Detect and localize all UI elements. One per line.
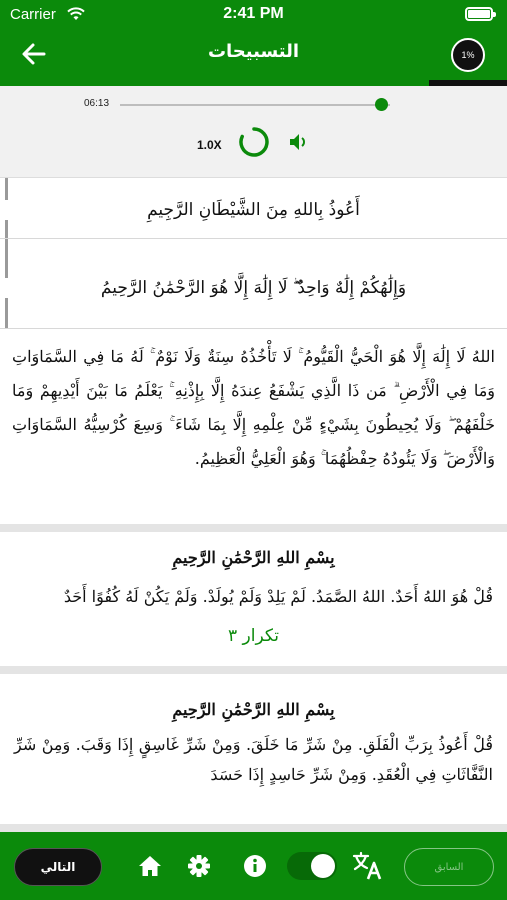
dark-mode-toggle[interactable] <box>287 852 337 880</box>
bottom-toolbar <box>0 832 507 900</box>
seek-track[interactable] <box>120 104 390 106</box>
volume-icon[interactable] <box>288 132 310 152</box>
top-bar <box>0 0 507 86</box>
current-time: 06:13 <box>84 98 110 109</box>
toggle-knob <box>311 854 335 878</box>
translate-icon[interactable] <box>352 851 384 881</box>
back-arrow-icon[interactable] <box>20 40 48 68</box>
section-divider <box>0 824 507 832</box>
previous-button[interactable]: السابق <box>404 848 494 886</box>
info-icon[interactable] <box>241 852 269 880</box>
istiadha-text: أَعُوذُ بِاللهِ مِنَ الشَّيْطَانِ الرَّجِيمِ <box>0 200 507 220</box>
carrier-label: Carrier <box>10 6 56 23</box>
falaq-text: قُلْ أَعُوذُ بِرَبِّ الْفَلَقِ. مِنْ شَرِّ مَا خَلَقَ. وَمِنْ شَرِّ غَاسِقٍ إِذَا وَقَبَ. وَمِنْ شَرِّ النَّفَّاثَاتِ فِي الْعُقَدِ. وَمِنْ شَرِّ حَاسِدٍ إِذَا حَسَدَ <box>0 730 507 790</box>
progress-indicator: 1% <box>451 38 485 72</box>
section-divider <box>0 524 507 532</box>
home-icon[interactable] <box>136 852 164 880</box>
repeat-count: تكرار ٣ <box>0 626 507 646</box>
divider <box>0 328 507 329</box>
seek-thumb[interactable] <box>375 98 388 111</box>
page-title: التسبيحات <box>207 41 300 62</box>
ikhlas-text: قُلْ هُوَ اللهُ أَحَدٌ. اللهُ الصَّمَدُ. لَمْ يَلِدْ وَلَمْ يُولَدْ. وَلَمْ يَكُنْ لَهُ كُفُوًا أَحَدٌ <box>0 582 507 612</box>
status-bar <box>0 0 507 30</box>
section-divider <box>0 666 507 674</box>
speed-button[interactable]: 1.0X <box>197 138 222 152</box>
divider <box>0 238 507 239</box>
status-time: 2:41 PM <box>223 5 284 22</box>
basmala-falaq: بِسْمِ اللهِ الرَّحْمَٰنِ الرَّحِيمِ <box>0 700 507 719</box>
zikr-content[interactable] <box>0 178 507 832</box>
audio-player <box>0 86 507 178</box>
next-button[interactable]: التالي <box>14 848 102 886</box>
basmala-ikhlas: بِسْمِ اللهِ الرَّحْمَٰنِ الرَّحِيمِ <box>0 548 507 567</box>
wa-ilahukum-text: وَإِلَٰهُكُمْ إِلَٰهٌ وَاحِدٌ ۖ لَا إِلَٰهَ إِلَّا هُوَ الرَّحْمَٰنُ الرَّحِيمُ <box>0 278 507 298</box>
battery-icon <box>465 7 493 21</box>
ayat-kursi-text: اللهُ لَا إِلَٰهَ إِلَّا هُوَ الْحَيُّ الْقَيُّومُ ۚ لَا تَأْخُذُهُ سِنَةٌ وَلَا نَوْمٌ ۚ لَهُ مَا فِي السَّمَاوَاتِ وَمَا فِي الْأَرْضِ ۗ مَن ذَا الَّذِي يَشْفَعُ عِندَهُ إِلَّا بِإِذْنِهِ ۚ يَعْلَمُ مَا بَيْنَ أَيْدِيهِمْ وَمَا خَلْفَهُمْ ۖ وَلَا يُحِيطُونَ بِشَيْءٍ مِّنْ عِلْمِهِ إِلَّا بِمَا شَاءَ ۚ وَسِعَ كُرْسِيُّهُ السَّمَاوَاتِ وَالْأَرْضَ ۖ وَلَا يَئُودُهُ حِفْظُهُمَا ۚ وَهُوَ الْعَلِيُّ الْعَظِيمُ. <box>0 340 507 476</box>
loading-spinner-icon[interactable] <box>238 126 270 158</box>
gear-icon[interactable] <box>185 852 213 880</box>
